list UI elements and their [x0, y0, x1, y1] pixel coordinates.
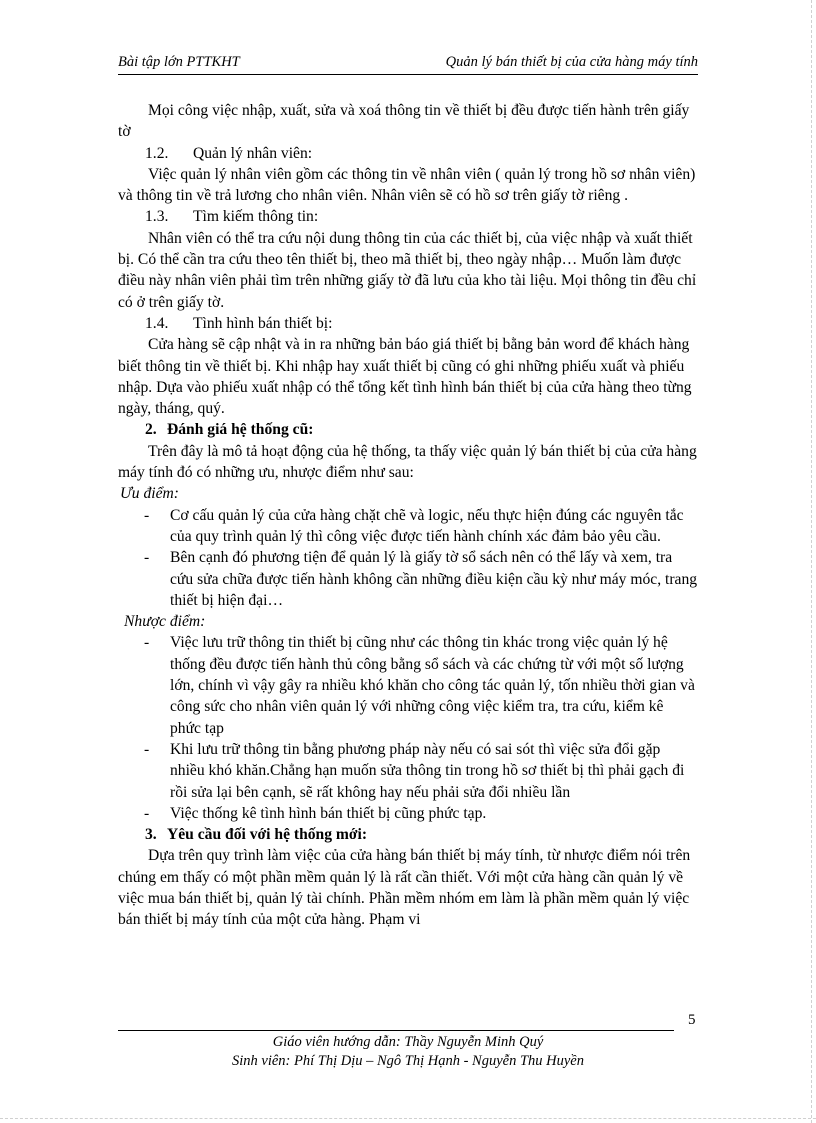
section-1-4-paragraph: Cửa hàng sẽ cập nhật và in ra những bản báo giá thiết bị bằng bản word để khách hàng biết thông tin về thiết bị. Khi nhập hay xuất thiết bị cũng có ghi những phiếu xuất và phiếu nhập. Dựa vào phiếu xuất nhập có thể tổng kết tình hình bán thiết bị của cửa hàng theo từng ngày, tháng, quý. [118, 336, 692, 418]
section-3-heading [118, 824, 698, 845]
intro-paragraph: Mọi công việc nhập, xuất, sửa và xoá thông tin về thiết bị đều được tiến hành trên giấy tờ [118, 102, 690, 141]
footer-supervisor: Giáo viên hướng dẫn: Thầy Nguyễn Minh Quý [272, 1034, 544, 1050]
section-title: Tìm kiếm thông tin: [193, 208, 319, 226]
list-item: - Bên cạnh đó phương tiện để quản lý là giấy tờ sổ sách nên có thể lấy và xem, tra cứu sửa chữa được tiến hành không cần những điều kiện cầu kỳ như máy móc, trang thiết bị hiện đại… [144, 549, 698, 609]
footer-divider [118, 1030, 674, 1031]
section-1-2-heading [118, 143, 698, 164]
section-1-3-heading [118, 206, 698, 227]
section-number: 1.2. [145, 144, 169, 162]
header-course-title: Bài tập lớn PTTKHT [118, 54, 240, 70]
page-number: 5 [688, 1012, 696, 1028]
section-number: 3. [145, 826, 157, 844]
page-edge-bottom [0, 1118, 816, 1119]
page-header [118, 52, 698, 75]
footer-students: Sinh viên: Phí Thị Dịu – Ngô Thị Hạnh - Nguyễn Thu Huyền [231, 1053, 584, 1069]
section-3-paragraph: Dựa trên quy trình làm việc của cửa hàng bán thiết bị máy tính, từ nhược điểm nói trên chúng em thấy có một phần mềm quản lý là rất cần thiết. Với một cửa hàng cần quản lý về việc mua bán thiết bị, quản lý tài chính. Phần mềm nhóm em làm là phần mềm quản lý việc bán thiết bị máy tính của một cửa hàng. Phạm vi [118, 847, 691, 929]
list-item: - Cơ cấu quản lý của cửa hàng chặt chẽ và logic, nếu thực hiện đúng các nguyên tắc của quy trình quản lý thì công việc được tiến hành chính xác đảm bảo yêu cầu. [144, 506, 684, 545]
pros-list [118, 505, 698, 611]
document-body [118, 100, 698, 931]
section-2-heading [118, 419, 698, 440]
section-title: Yêu cầu đối với hệ thống mới: [167, 826, 368, 844]
section-1-4-heading [118, 313, 698, 334]
header-project-title: Quản lý bán thiết bị của cửa hàng máy tính [445, 54, 698, 70]
section-1-2-paragraph: Việc quản lý nhân viên gồm các thông tin về nhân viên ( quản lý trong hồ sơ nhân viên) và thông tin về trả lương cho nhân viên. Nhân viên sẽ có hồ sơ trên giấy tờ riêng . [118, 165, 696, 205]
list-item: - Việc thống kê tình hình bán thiết bị cũng phức tạp. [144, 804, 487, 822]
section-number: 1.3. [145, 208, 169, 226]
list-item: - Việc lưu trữ thông tin thiết bị cũng như các thông tin khác trong việc quản lý hệ thống đều được tiến hành thủ công bằng sổ sách và các chứng từ với một số lượng lớn, chính vì vậy gây ra nhiều khó khăn cho công tác quản lý, tốn nhiều thời gian và công sức cho nhân viên quản lý với những công việc kiểm tra, tra cứu, kiểm kê phức tạp [144, 634, 695, 737]
section-title: Đánh giá hệ thống cũ: [167, 421, 314, 439]
pros-label: Ưu điểm: [120, 485, 179, 503]
section-title: Tình hình bán thiết bị: [193, 314, 333, 332]
section-1-3-paragraph: Nhân viên có thể tra cứu nội dung thông tin của các thiết bị, của việc nhập và xuất thiết bị. Có thể cần tra cứu theo tên thiết bị, theo mã thiết bị, theo ngày nhập… Muốn làm được điều này nhân viên phải tìm trên những giấy tờ đã lưu của kho tài liệu. Mọi thông tin đều chỉ có ở trên giấy tờ. [118, 229, 697, 311]
section-number: 1.4. [145, 314, 169, 332]
cons-label: Nhược điểm: [124, 613, 206, 631]
section-number: 2. [145, 421, 157, 439]
page-footer [118, 1033, 698, 1071]
section-title: Quản lý nhân viên: [193, 144, 313, 162]
cons-list [118, 632, 698, 824]
section-2-paragraph: Trên đây là mô tả hoạt động của hệ thống, ta thấy việc quản lý bán thiết bị của cửa hàng máy tính đó có những ưu, nhược điểm như sau: [118, 442, 697, 482]
list-item: - Khi lưu trữ thông tin bằng phương pháp này nếu có sai sót thì việc sửa đổi gặp nhiều khó khăn.Chẳng hạn muốn sửa thông tin trong hồ sơ thiết bị thì phải gạch đi rồi sửa lại bên cạnh, sẽ rất không hay nếu phải sửa đổi nhiều lần [144, 740, 685, 801]
page-edge-right [811, 0, 812, 1123]
